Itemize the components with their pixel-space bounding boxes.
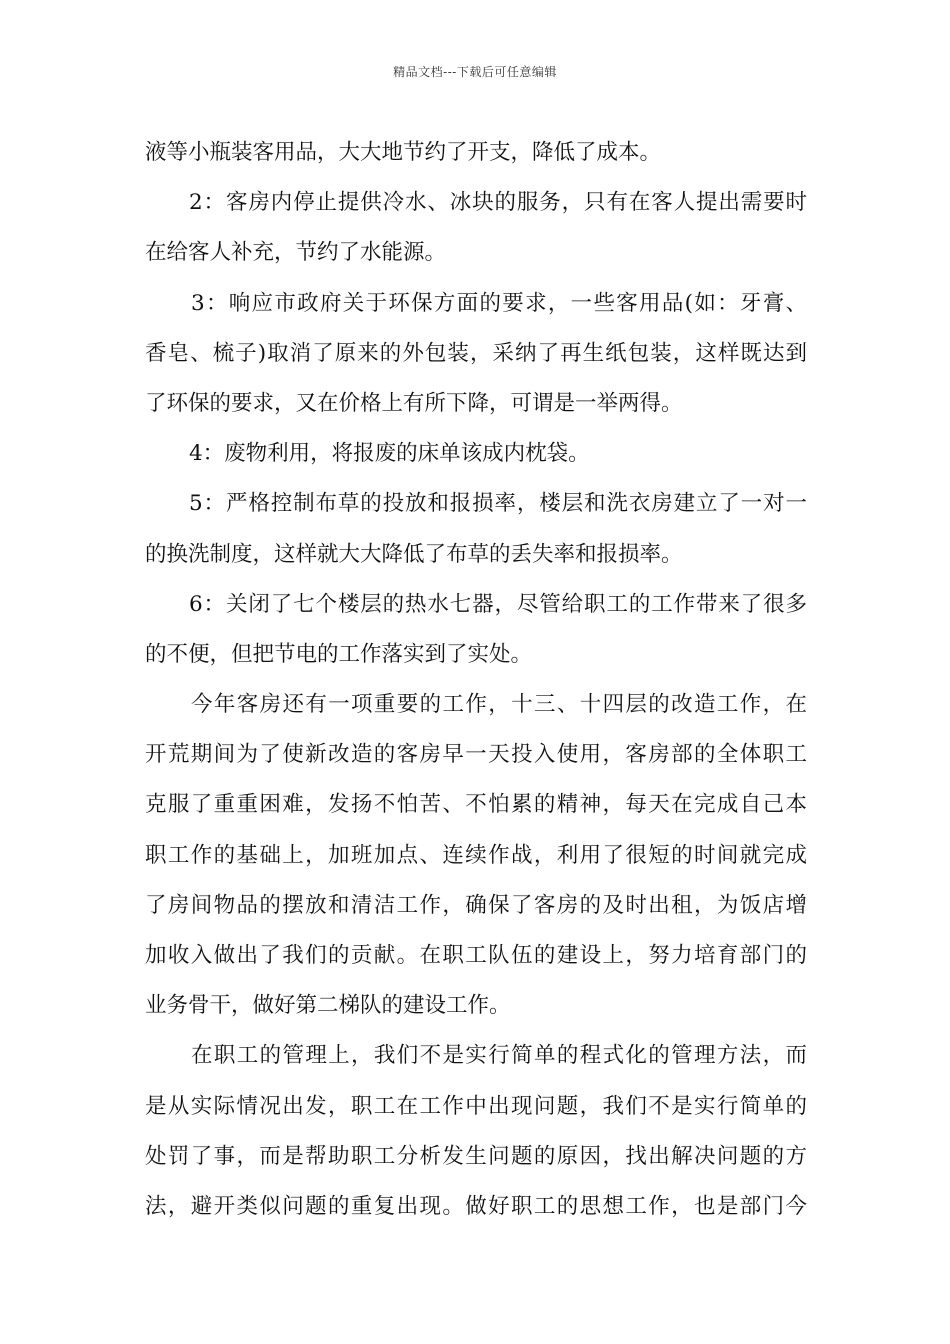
text-line: 的不便，但把节电的工作落实到了实处。	[145, 641, 533, 667]
text-line: 香皂、梳子)取消了原来的外包装，采纳了再生纸包装，这样既达到	[145, 340, 807, 366]
text-line: 处罚了事，而是帮助职工分析发生问题的原因，找出解决问题的方	[145, 1143, 807, 1169]
text-line: 5：严格控制布草的投放和报损率，楼层和洗衣房建立了一对一	[189, 491, 807, 517]
text-line: 了房间物品的摆放和清洁工作，确保了客房的及时出租，为饭店增	[145, 892, 807, 918]
text-line: 在职工的管理上，我们不是实行简单的程式化的管理方法，而	[191, 1043, 807, 1069]
text-line: 加收入做出了我们的贡献。在职工队伍的建设上，努力培育部门的	[145, 943, 807, 968]
document-body	[145, 128, 807, 1232]
text-line: 6：关闭了七个楼层的热水七器，尽管给职工的工作带来了很多	[189, 591, 807, 617]
text-line: 法，避开类似问题的重复出现。做好职工的思想工作，也是部门今	[145, 1193, 807, 1219]
text-line: 是从实际情况出发，职工在工作中出现问题，我们不是实行简单的	[145, 1093, 807, 1119]
text-line: 今年客房还有一项重要的工作，十三、十四层的改造工作，在	[191, 692, 807, 718]
text-line: 的换洗制度，这样就大大降低了布草的丢失率和报损率。	[145, 541, 683, 567]
text-line: 液等小瓶装客用品，大大地节约了开支，降低了成本。	[145, 140, 662, 165]
text-line: 了环保的要求，又在价格上有所下降，可谓是一举两得。	[145, 390, 683, 416]
text-line: 职工作的基础上，加班加点、连续作战，利用了很短的时间就完成	[145, 842, 807, 868]
text-line: 克服了重重困难，发扬不怕苦、不怕累的精神，每天在完成自己本	[145, 792, 807, 818]
text-line: 3：响应市政府关于环保方面的要求，一些客用品(如：牙膏、	[191, 290, 807, 316]
page-header: 精品文档---下载后可任意编辑	[393, 65, 557, 79]
text-line: 开荒期间为了使新改造的客房早一天投入使用，客房部的全体职工	[145, 742, 807, 768]
text-line: 业务骨干，做好第二梯队的建设工作。	[145, 993, 511, 1019]
text-line: 在给客人补充，节约了水能源。	[145, 240, 447, 266]
text-line: 2：客房内停止提供冷水、冰块的服务，只有在客人提出需要时	[189, 190, 807, 216]
text-line: 4：废物利用，将报废的床单该成内枕袋。	[189, 441, 590, 467]
